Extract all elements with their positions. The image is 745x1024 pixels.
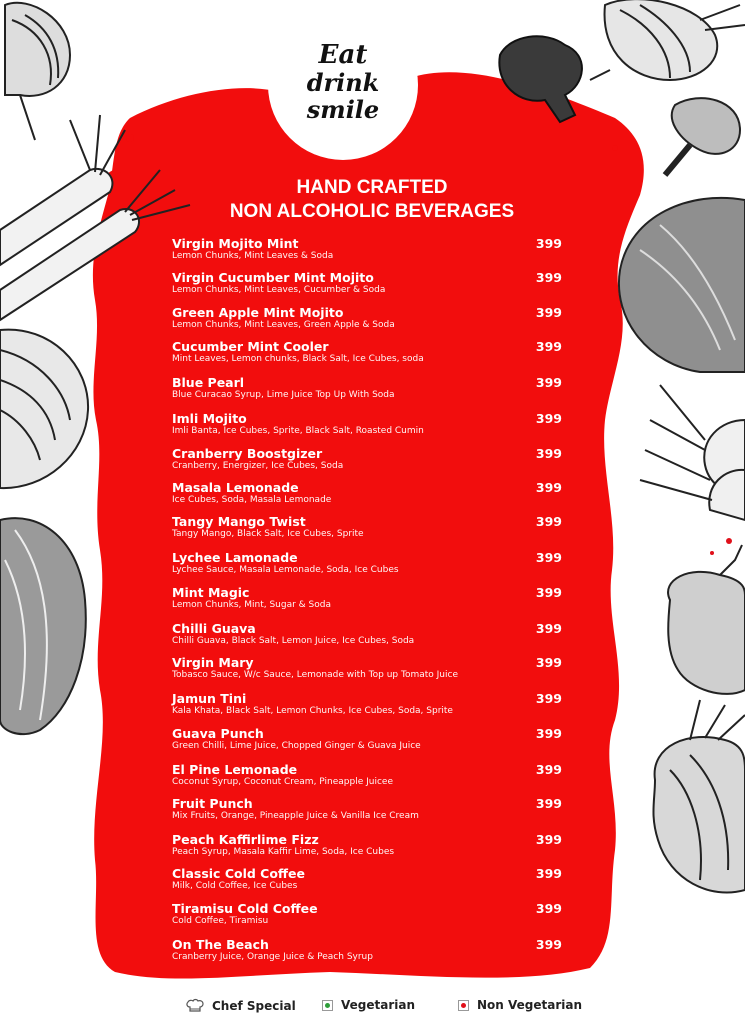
item-price: 399 [535, 479, 562, 495]
menu-heading [172, 176, 572, 224]
item-name: Lychee Lamonade [172, 550, 298, 566]
nonveg-icon [458, 1000, 469, 1011]
item-name: Jamun Tini [172, 691, 247, 707]
item-name: Imli Mojito [172, 411, 247, 427]
heading-line-1: HAND CRAFTED [296, 177, 448, 198]
item-price: 399 [535, 445, 562, 461]
menu-item [172, 832, 564, 866]
item-price: 399 [535, 725, 562, 741]
item-name: Tangy Mango Twist [172, 514, 306, 530]
item-description: Mix Fruits, Orange, Pineapple Juice & Vanilla Ice Cream [172, 810, 419, 821]
item-name: Blue Pearl [172, 375, 245, 391]
item-price: 399 [535, 375, 562, 391]
legend [0, 994, 745, 1018]
heading-line-2: NON ALCOHOLIC BEVERAGES [229, 201, 515, 222]
item-price: 399 [535, 761, 562, 777]
item-price: 399 [535, 900, 562, 916]
item-name: Virgin Mary [172, 655, 254, 671]
menu-item [172, 236, 564, 270]
item-price: 399 [535, 236, 562, 251]
bell-pepper-illustration [668, 545, 745, 694]
item-description: Lemon Chunks, Mint Leaves, Green Apple & Soda [172, 319, 395, 330]
logo-line-2: drink [306, 68, 380, 97]
veg-icon [322, 1000, 333, 1011]
item-description: Kala Khata, Black Salt, Lemon Chunks, Ice Cubes, Soda, Sprite [172, 706, 453, 717]
item-description: Ice Cubes, Soda, Masala Lemonade [172, 494, 332, 505]
item-description: Imli Banta, Ice Cubes, Sprite, Black Salt, Roasted Cumin [172, 426, 424, 437]
item-description: Mint Leaves, Lemon chunks, Black Salt, Ice Cubes, soda [172, 354, 424, 365]
item-name: El Pine Lemonade [172, 761, 298, 777]
item-name: Virgin Cucumber Mint Mojito [172, 270, 374, 286]
radish-illustration [640, 385, 745, 520]
item-name: Cucumber Mint Cooler [172, 339, 329, 355]
menu-item [172, 446, 564, 480]
logo [268, 42, 418, 123]
item-description: Lemon Chunks, Mint, Sugar & Soda [172, 599, 332, 610]
item-price: 399 [535, 691, 562, 707]
menu-item [172, 655, 564, 691]
item-price: 399 [535, 866, 562, 882]
item-price: 399 [535, 936, 562, 952]
menu-item [172, 550, 564, 584]
item-price: 399 [535, 304, 562, 320]
item-price: 399 [535, 655, 562, 671]
item-description: Green Chilli, Lime Juice, Chopped Ginger & Guava Juice [172, 740, 421, 751]
menu-item [172, 339, 564, 375]
item-name: Classic Cold Coffee [172, 866, 306, 882]
item-name: Guava Punch [172, 725, 264, 741]
item-description: Chilli Guava, Black Salt, Lemon Juice, Ice Cubes, Soda [172, 635, 415, 646]
legend-chef-special [186, 998, 296, 1014]
item-price: 399 [535, 620, 562, 636]
item-name: Peach Kaffirlime Fizz [172, 831, 319, 847]
cabbage-illustration-right [619, 198, 745, 372]
item-name: Tiramisu Cold Coffee [172, 900, 318, 916]
item-name: Virgin Mojito Mint [172, 236, 299, 251]
item-description: Tangy Mango, Black Salt, Ice Cubes, Sprite [172, 529, 364, 540]
item-price: 399 [535, 339, 562, 355]
menu-item [172, 796, 564, 832]
item-description: Blue Curacao Syrup, Lime Juice Top Up With Soda [172, 390, 395, 401]
item-name: Cranberry Boostgizer [172, 445, 323, 461]
menu-item [172, 585, 564, 621]
menu-item [172, 375, 564, 411]
item-description: Peach Syrup, Masala Kaffir Lime, Soda, Ice Cubes [172, 846, 395, 857]
leafy-vegetable-illustration [0, 518, 86, 734]
legend-non-vegetarian [458, 998, 582, 1012]
vegetable-illustration-top-left [5, 3, 70, 140]
item-price: 399 [535, 584, 562, 600]
menu-item [172, 762, 564, 796]
chef-hat-icon [186, 998, 204, 1014]
item-description: Cold Coffee, Tiramisu [172, 915, 269, 926]
item-description: Cranberry, Energizer, Ice Cubes, Soda [172, 460, 344, 471]
item-description: Coconut Syrup, Coconut Cream, Pineapple Juicee [172, 776, 393, 787]
menu-item [172, 305, 564, 339]
item-name: Chilli Guava [172, 620, 256, 636]
item-price: 399 [535, 514, 562, 530]
item-price: 399 [535, 795, 562, 811]
item-price: 399 [535, 550, 562, 566]
cabbage-illustration-left [0, 330, 88, 489]
menu-item [172, 411, 564, 445]
item-description: Tobasco Sauce, W/c Sauce, Lemonade with Top up Tomato Juice [172, 670, 459, 681]
item-name: On The Beach [172, 936, 269, 952]
menu-item [172, 621, 564, 655]
legend-chef-label: Chef Special [212, 999, 296, 1013]
menu-item [172, 937, 564, 971]
item-price: 399 [535, 411, 562, 427]
menu-item [172, 726, 564, 762]
menu-item [172, 901, 564, 937]
item-description: Milk, Cold Coffee, Ice Cubes [172, 881, 298, 892]
menu-item [172, 480, 564, 514]
item-description: Cranberry Juice, Orange Juice & Peach Syrup [172, 951, 373, 962]
turnip-illustration [653, 700, 745, 893]
onion-illustration-top-right [590, 0, 745, 80]
item-name: Masala Lemonade [172, 479, 299, 495]
legend-veg-label: Vegetarian [341, 998, 416, 1012]
menu-item [172, 691, 564, 725]
item-price: 399 [535, 831, 562, 847]
menu-item [172, 514, 564, 550]
menu-item [172, 270, 564, 304]
menu-item [172, 866, 564, 900]
mushroom-illustration [665, 98, 740, 175]
logo-line-3: smile [306, 95, 380, 124]
item-description: Lychee Sauce, Masala Lemonade, Soda, Ice Cubes [172, 565, 399, 576]
beverage-list [172, 236, 564, 971]
legend-nonveg-label: Non Vegetarian [477, 998, 583, 1012]
logo-line-1: Eat [318, 40, 368, 70]
item-description: Lemon Chunks, Mint Leaves & Soda [172, 251, 334, 261]
item-price: 399 [535, 270, 562, 286]
item-name: Mint Magic [172, 584, 250, 600]
item-description: Lemon Chunks, Mint Leaves, Cucumber & Soda [172, 285, 386, 296]
legend-vegetarian [322, 998, 415, 1012]
item-name: Green Apple Mint Mojito [172, 304, 344, 320]
item-name: Fruit Punch [172, 795, 253, 811]
